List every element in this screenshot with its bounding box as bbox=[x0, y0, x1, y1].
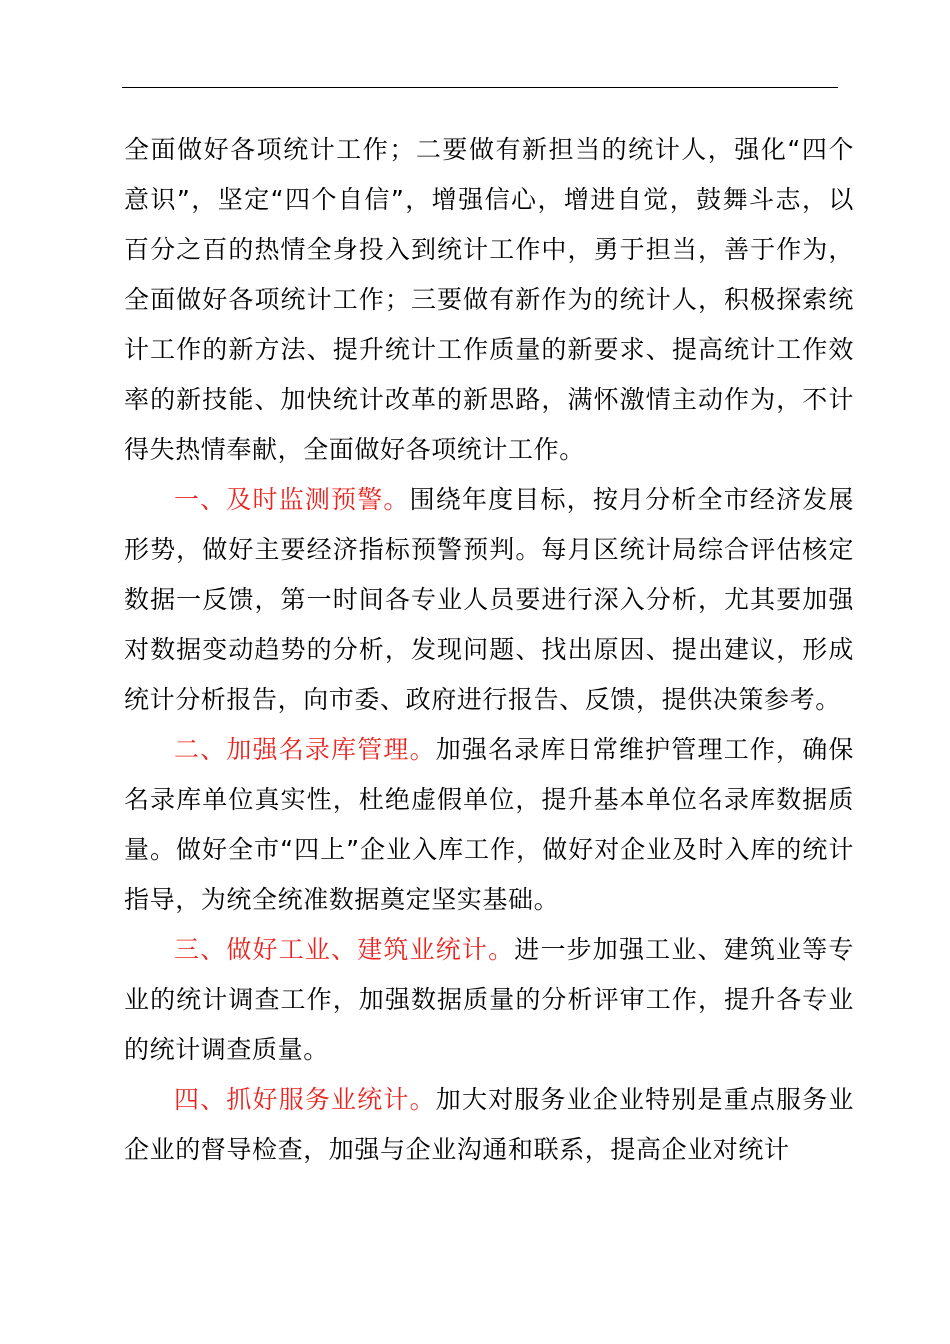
document-body bbox=[124, 125, 854, 1175]
paragraph-service-industry bbox=[124, 1075, 854, 1175]
paragraph-text: 进一步加强工业、建筑业等专业的统计调查工作，加强数据质量的分析评审工作，提升各专业的统计调查质量。 bbox=[124, 935, 854, 1064]
paragraph-industry-construction bbox=[124, 925, 854, 1075]
paragraph-text: 全面做好各项统计工作；二要做有新担当的统计人，强化“四个意识”，坚定“四个自信”，增强信心，增进自觉，鼓舞斗志，以百分之百的热情全身投入到统计工作中，勇于担当，善于作为，全面做好各项统计工作；三要做有新作为的统计人，积极探索统计工作的新方法、提升统计工作质量的新要求、提高统计工作效率的新技能、加快统计改革的新思路，满怀激情主动作为，不计得失热情奉献，全面做好各项统计工作。 bbox=[124, 135, 854, 464]
section-heading: 二、加强名录库管理。 bbox=[174, 735, 436, 764]
paragraph-text: 加大对服务业企业特别是重点服务业企业的督导检查，加强与企业沟通和联系，提高企业对统计 bbox=[124, 1085, 854, 1164]
section-heading: 一、及时监测预警。 bbox=[174, 485, 410, 514]
paragraph-text: 加强名录库日常维护管理工作，确保名录库单位真实性，杜绝虚假单位，提升基本单位名录库数据质量。做好全市“四上”企业入库工作，做好对企业及时入库的统计指导，为统全统准数据奠定坚实基础。 bbox=[124, 735, 854, 914]
paragraph-directory-management bbox=[124, 725, 854, 925]
section-heading: 四、抓好服务业统计。 bbox=[174, 1085, 436, 1114]
paragraph-text: 围绕年度目标，按月分析全市经济发展形势，做好主要经济指标预警预判。每月区统计局综合评估核定数据一反馈，第一时间各专业人员要进行深入分析，尤其要加强对数据变动趋势的分析，发现问题、找出原因、提出建议，形成统计分析报告，向市委、政府进行报告、反馈，提供决策参考。 bbox=[124, 485, 855, 714]
paragraph-continuation bbox=[124, 125, 854, 475]
header-rule bbox=[122, 87, 838, 88]
section-heading: 三、做好工业、建筑业统计。 bbox=[174, 935, 515, 964]
paragraph-monitoring-warning bbox=[124, 475, 854, 725]
